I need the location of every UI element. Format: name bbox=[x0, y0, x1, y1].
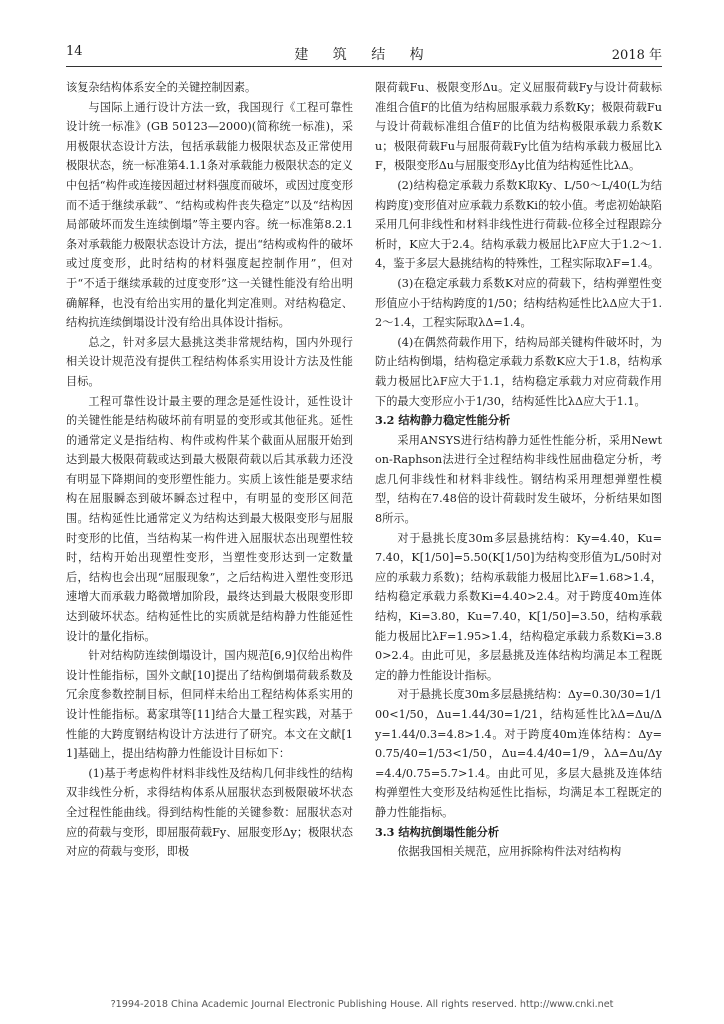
section-heading: 3.3 结构抗倒塌性能分析 bbox=[375, 824, 500, 839]
page-footer: ?1994-2018 China Academic Journal Electronic Publishing House. All rights reserved. http://www.cnki.net bbox=[110, 999, 614, 1010]
paragraph: (1)基于考虑构件材料非线性及结构几何非线性的结构双非线性分析，求得结构体系从屈服状态到极限破坏状态全过程性能曲线。得到结构性能的关键参数：屈服状态对应的荷载与变形，即屈服荷载Fy、屈服变形Δy；极限状态对应的荷载与变形，即极 bbox=[66, 766, 353, 859]
running-header bbox=[66, 44, 662, 66]
right-column bbox=[375, 78, 662, 862]
paragraph: 总之，针对多层大悬挑这类非常规结构，国内外现行相关设计规范没有提供工程结构体系实用设计方法及性能目标。 bbox=[66, 335, 353, 388]
paragraph: 采用ANSYS进行结构静力延性性能分析，采用Newton-Raphson法进行全过程结构非线性屈曲稳定分析，考虑几何非线性和材料非线性。钢结构采用理想弹塑性模型，结构在7.48倍的设计荷载时发生破坏，分析结果如图8所示。 bbox=[375, 433, 662, 526]
page-number: 14 bbox=[66, 44, 83, 59]
paragraph: 该复杂结构体系安全的关键控制因素。 bbox=[66, 81, 257, 94]
paragraph: (3)在稳定承载力系数K对应的荷载下，结构弹塑性变形值应小于结构跨度的1/50；结构结构延性比λΔ应大于1.2～1.4，工程实际取λΔ=1.4。 bbox=[375, 276, 662, 330]
header-rule bbox=[66, 66, 662, 67]
paragraph: 对于悬挑长度30m多层悬挑结构：Δy=0.30/30=1/100<1/50，Δu=1.44/30=1/21，结构延性比λΔ=Δu/Δy=1.44/0.3=4.8>1.4。对于跨度40m连体结构：Δy=0.75/40=1/53<1/50，Δu=4.4/40=1/9，λΔ=Δu/Δy=4.4/0.75=5.7>1.4。由此可见，多层大悬挑及连体结构弹塑性大变形及结构延性比指标，均满足本工程既定的静力性能指标。 bbox=[375, 688, 662, 819]
paragraph: 对于悬挑长度30m多层悬挑结构：Ky=4.40，Ku=7.40，K[1/50]=5.50(K[1/50]为结构变形值为L/50时对应的承载力系数)；结构承载能力极屈比λF=1.68>1.4，结构稳定承载力系数Ki=4.40>2.4。对于跨度40m连体结构，Ki=3.80，Ku=7.40，K[1/50]=3.50，结构承载能力极屈比λF=1.95>1.4，结构稳定承载力系数Ki=3.80>2.4。由此可见，多层悬挑及连体结构均满足本工程既定的静力性能设计指标。 bbox=[375, 531, 662, 682]
section-heading: 3.2 结构静力稳定性能分析 bbox=[375, 413, 511, 428]
paragraph: (2)结构稳定承载力系数K取Ky、L/50～L/40(L为结构跨度)变形值对应承载力系数Ki的较小值。考虑初始缺陷采用几何非线性和材料非线性进行荷载-位移全过程跟踪分析时，K应大于2.4。结构承载力极屈比λF应大于1.2～1.4，鉴于多层大悬挑结构的特殊性，工程实际取λF=1.4。 bbox=[375, 178, 662, 271]
paragraph: 限荷载Fu、极限变形Δu。定义屈服荷载Fy与设计荷载标准组合值F的比值为结构屈服承载力系数Ky；极限荷载Fu与设计荷载标准组合值F的比值为结构极限承载力系数Ku；极限荷载Fu与屈服荷载Fy比值为结构承载力极屈比λF，极限变形Δu与屈服变形Δy比值为结构延性比λΔ。 bbox=[375, 81, 662, 173]
paragraph: 针对结构防连续倒塌设计，国内规范[6,9]仅给出构件设计性能指标，国外文献[10]提出了结构倒塌荷载系数及冗余度参数控制目标，但同样未给出工程结构体系实用的设计性能指标。葛家琪等[11]结合大量工程实践，对基于性能的大跨度钢结构设计方法进行了研究。本文在文献[11]基础上，提出结构静力性能设计目标如下： bbox=[66, 649, 353, 761]
left-column bbox=[66, 78, 353, 862]
paragraph: (4)在偶然荷载作用下，结构局部关键构件破坏时，为防止结构倒塌，结构稳定承载力系数K应大于1.8，结构承载力极屈比λF应大于1.1，结构稳定承载力对应荷载作用下的最大变形应小于1/30，结构延性比λΔ应大于1.1。 bbox=[375, 335, 662, 408]
paragraph: 与国际上通行设计方法一致，我国现行《工程可靠性设计统一标准》(GB 50123—2000)(简称统一标准)，采用极限状态设计方法，包括承载能力极限状态及正常使用极限状态，统一标准第4.1.1条对承载能力极限状态的定义中包括“构件或连接因超过材料强度而破坏，或因过度变形而不适于继续承载”、“结构或构件丧失稳定”以及“结构因局部破坏而发生连续倒塌”等主要内容。统一标准第8.2.1条对承载能力极限状态设计方法，提出“结构或构件的破坏或过度变形，此时结构的材料强度起控制作用”，但对于“不适于继续承载的过度变形”这一关键性能没有给出明确解释，也没有给出实用的量化判定准则。对结构稳定、结构抗连续倒塌设计没有给出具体设计指标。 bbox=[66, 100, 353, 330]
paragraph: 工程可靠性设计最主要的理念是延性设计，延性设计的关键性能是结构破坏前有明显的变形或其他征兆。延性的通常定义是指结构、构件或构件某个截面从屈服开始到达到最大极限荷载或达到最大极限荷载以后其承载力还没有明显下降期间的变形塑性能力。实质上该性能是要求结构在屈服瞬态到破坏瞬态过程中，有明显的变形区间范围。结构延性比通常定义为结构达到最大极限变形与屈服时变形的比值，当结构某一构件进入屈服状态出现塑性较时，结构开始出现塑性变形，当塑性变形达到一定数量后，结构也会出现“屈服现象”，之后结构进入塑性变形迅速增大而承载力略微增加阶段，最终达到最大极限变形即达到破坏状态。结构延性比的实质就是结构静力性能延性设计的量化指标。 bbox=[66, 394, 353, 643]
journal-title: 建 筑 结 构 bbox=[294, 47, 434, 63]
publication-year: 2018 年 bbox=[611, 48, 662, 63]
paragraph: 依据我国相关规范，应用拆除构件法对结构构 bbox=[397, 845, 622, 859]
